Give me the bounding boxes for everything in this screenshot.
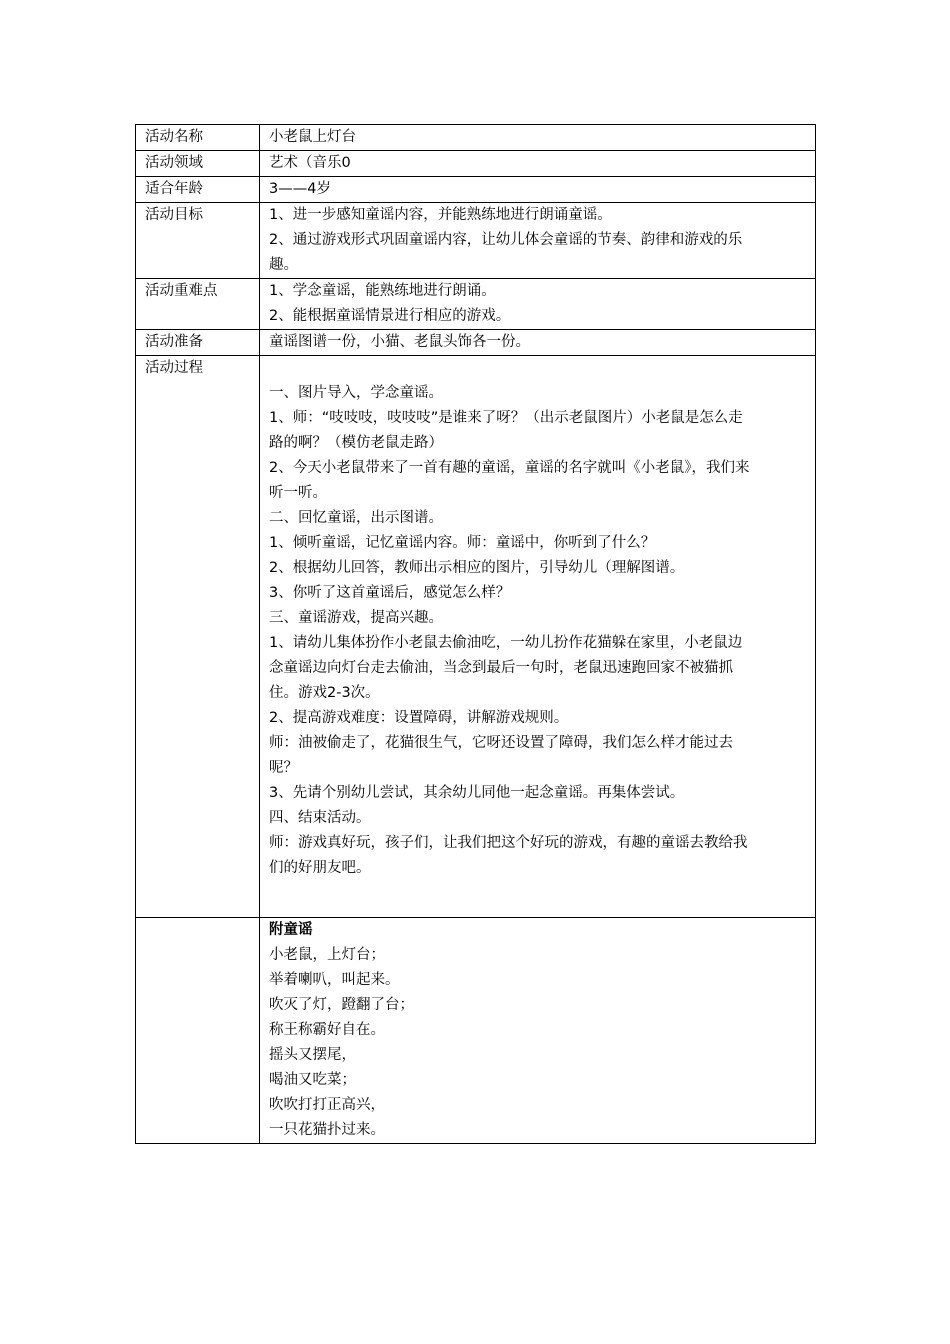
label-activity-field: 活动领域 — [136, 151, 260, 177]
process-line: 二、回忆童谣，出示图谱。 — [269, 510, 443, 526]
process-line: 师：油被偷走了，花猫很生气，它呀还设置了障碍，我们怎么样才能过去 — [269, 735, 733, 751]
appendix-title: 附童谣 — [269, 922, 313, 938]
value-preparation: 童谣图谱一份，小猫、老鼠头饰各一份。 — [260, 330, 816, 356]
lesson-plan-table — [135, 124, 816, 1144]
process-line: 路的啊？（模仿老鼠走路） — [269, 435, 443, 451]
rhyme-line: 举着喇叭，叫起来。 — [269, 972, 400, 988]
process-line: 3、先请个别幼儿尝试，其余幼儿同他一起念童谣。再集体尝试。 — [269, 785, 685, 801]
value-suitable-age: 3——4岁 — [260, 177, 816, 203]
rhyme-line: 称王称霸好自在。 — [269, 1022, 385, 1038]
process-line: 1、倾听童谣，记忆童谣内容。师：童谣中，你听到了什么？ — [269, 535, 656, 551]
process-line: 2、今天小老鼠带来了一首有趣的童谣，童谣的名字就叫《小老鼠》，我们来 — [269, 460, 750, 476]
value-process — [260, 356, 816, 918]
process-line: 三、童谣游戏，提高兴趣。 — [269, 610, 443, 626]
process-line: 四、结束活动。 — [269, 810, 371, 826]
row-key-points — [136, 279, 816, 330]
spacer — [269, 881, 807, 917]
value-appendix — [260, 918, 816, 1144]
process-line: 2、根据幼儿回答，教师出示相应的图片，引导幼儿（理解图谱。 — [269, 560, 685, 576]
process-line: 2、提高游戏难度：设置障碍，讲解游戏规则。 — [269, 710, 569, 726]
process-line: 念童谣边向灯台走去偷油，当念到最后一句时，老鼠迅速跑回家不被猫抓 — [269, 660, 733, 676]
process-line: 3、你听了这首童谣后，感觉怎么样？ — [269, 585, 511, 601]
process-line: 1、请幼儿集体扮作小老鼠去偷油吃，一幼儿扮作花猫躲在家里，小老鼠边 — [269, 635, 743, 651]
label-activity-goals: 活动目标 — [136, 203, 260, 279]
row-activity-field — [136, 151, 816, 177]
goal-line: 1、进一步感知童谣内容，并能熟练地进行朗诵童谣。 — [269, 207, 612, 223]
label-activity-name: 活动名称 — [136, 125, 260, 151]
key-point-line: 2、能根据童谣情景进行相应的游戏。 — [269, 308, 511, 324]
row-activity-goals — [136, 203, 816, 279]
rhyme-line: 摇头又摆尾， — [269, 1047, 356, 1063]
value-activity-field: 艺术（音乐0 — [260, 151, 816, 177]
rhyme-line: 吹吹打打正高兴， — [269, 1097, 385, 1113]
value-activity-goals — [260, 203, 816, 279]
value-key-points — [260, 279, 816, 330]
goal-line: 2、通过游戏形式巩固童谣内容，让幼儿体会童谣的节奏、韵律和游戏的乐 — [269, 232, 743, 248]
process-line: 听一听。 — [269, 485, 327, 501]
row-activity-name — [136, 125, 816, 151]
label-suitable-age: 适合年龄 — [136, 177, 260, 203]
process-line: 们的好朋友吧。 — [269, 860, 371, 876]
rhyme-line: 一只花猫扑过来。 — [269, 1122, 385, 1138]
rhyme-line: 喝油又吃菜； — [269, 1072, 356, 1088]
goal-line: 趣。 — [269, 257, 298, 273]
rhyme-line: 吹灭了灯，蹬翻了台； — [269, 997, 414, 1013]
label-process: 活动过程 — [136, 356, 260, 918]
rhyme-line: 小老鼠，上灯台； — [269, 947, 385, 963]
row-preparation — [136, 330, 816, 356]
process-line: 一、图片导入，学念童谣。 — [269, 385, 443, 401]
row-appendix — [136, 918, 816, 1144]
label-appendix — [136, 918, 260, 1144]
row-process — [136, 356, 816, 918]
process-line: 1、师：“吱吱吱，吱吱吱”是谁来了呀？（出示老鼠图片）小老鼠是怎么走 — [269, 410, 743, 426]
label-key-points: 活动重难点 — [136, 279, 260, 330]
label-preparation: 活动准备 — [136, 330, 260, 356]
row-suitable-age — [136, 177, 816, 203]
process-line: 住。游戏2-3次。 — [269, 685, 380, 701]
value-activity-name: 小老鼠上灯台 — [260, 125, 816, 151]
process-line: 师：游戏真好玩，孩子们，让我们把这个好玩的游戏，有趣的童谣去教给我 — [269, 835, 748, 851]
spacer — [269, 356, 807, 381]
process-line: 呢？ — [269, 760, 298, 776]
key-point-line: 1、学念童谣，能熟练地进行朗诵。 — [269, 283, 496, 299]
